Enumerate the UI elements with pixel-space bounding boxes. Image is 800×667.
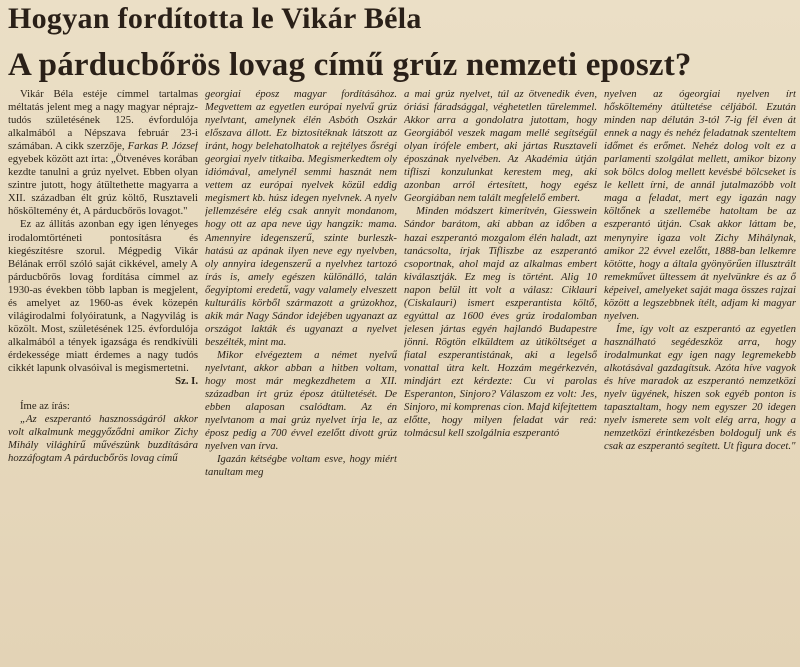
- column-2: [205, 88, 397, 664]
- paragraph: [8, 88, 198, 218]
- column-1: [8, 88, 198, 664]
- headline-line-2: A párducbőrös lovag című grúz nemzeti eposzt?: [8, 47, 692, 83]
- paragraph: Igazán kétségbe voltam esve, hogy miért tanultam meg: [205, 453, 397, 479]
- column-3: [404, 88, 597, 664]
- paragraph: „Az eszperantó hasznosságáról akkor volt alkalmunk meggyőződni amikor Zichy Mihály világhírű művészünk buzdítására hozzáfogtam A párducbőrös lovag című: [8, 413, 198, 465]
- text: Vikár Béla estéje címmel tartalmas méltatás jelent meg a nagy magyar néprajz-tudós születésének 125. évfordulója alkalmából a Népszava február 23-i számában. A cikk szerzője,: [8, 88, 198, 153]
- headline-line-1: Hogyan fordította le Vikár Béla: [8, 2, 422, 35]
- column-4: [604, 88, 796, 664]
- author-name: Farkas P. József: [127, 140, 198, 153]
- paragraph: Íme az írás:: [20, 400, 70, 413]
- paragraph: a mai grúz nyelvet, túl az ötvenedik éven, óriási fáradsággal, véghetetlen türelemmel. Akkor arra a gondolatra jutottam, hogy Georgiából veszek magam mellé segítségül olyan írófele embert, aki jártas Rusztaveli époszának nyelvében. Az Akadémia útján tifliszi konzulunkat kerestem meg, aki azonban arról értesített, hogy egész Georgiában nem talált megfelelő embert.: [404, 88, 597, 205]
- paragraph: Minden módszert kimerítvén, Giesswein Sándor barátom, aki abban az időben a hazai eszperantó mozgalom élén haladt, azt tanácsolta, írjak Tifliszbe az eszperantó csoportnak, ahol majd az alkalmas embert kiválasztják. Ez meg is történt. Alig 10 napon belül itt volt a válasz: Ciklauri (Ciskalauri) ismert eszperantista költő, egyúttal az 1600 éves grúz irodalomban jelesen jártas egyén hajlandó Budapestre jönni. Rögtön elküldtem az útiköltséget a fiatal eszperantistának, aki a legelső vonattal útra kelt. Hozzám megérkezvén, mindjárt ezt kérdezte: Cu vi parolas Esperanton, Sinjoro? Válaszom ez volt: Jes, Sinjoro, mi komprenas cion. Majd kifejtettem előtte, hogy milyen feladat vár reá: tolmácsul kell szolgálnia eszperantó: [404, 205, 597, 440]
- signature: Sz. I.: [175, 375, 198, 388]
- text: egyebek között azt írta: „Ötvenéves korában kezdte tanulni a grúz nyelvet. Ebben olyan szintre jutott, hogy átültethette magyarra a XII. században élt grúz költő, Rusztaveli hősköltemény ét, A párducbőrös lovagot.": [8, 153, 198, 218]
- paragraph: Mikor elvégeztem a német nyelvű nyelvtant, akkor abban a hitben voltam, hogy most már megkezdhetem a XII. században írt grúz éposz átültetését. De ebben alaposan csalódtam. Az én nyelvtanom a mai grúz nyelvet írja le, az éposz pedig a 700 évvel ezelőtt dívott grúz nyelven van írva.: [205, 348, 397, 453]
- article-columns: [8, 88, 798, 664]
- paragraph: Ez az állítás azonban egy igen lényeges irodalomtörténeti pontosításra és kiegészítésre szorul. Mégpedig Vikár Bélának erről szóló saját cikkével, amely A párducbőrös lovag fordítása címmel az 1930-as években több lapban is megjelent, és amelyet az 1960-as évek közepén világirodalmi folyóiratunk, a Nagyvilág is közölt. Most, születésének 125. évfordulója alkalmából a tények igazsága és rendkívüli érdekessége miatt érdemes a nagy tudós cikkét lapunk olvasóival is megismertetni.: [8, 218, 198, 374]
- paragraph: nyelven az ógeorgiai nyelven írt hősköltemény átültetése céljából. Ezután minden nap délután 3-tól 7-ig fél éven át ennek a nagy és nehéz feladatnak szenteltem időmet és erőmet. Nehéz dolog volt ez a parlamenti szolgálat mellett, amikor bizony sok bölcs dolog mellett kevésbé bölcseket is le kellett írni, de annál jutalmazóbb volt maga a feladat, mert egy igazán nagy költőnek a szellemébe hatoltam be az eszperantó útján. Csak akkor láttam be, menynyire igaza volt Zichy Mihálynak, amikor 22 évvel ezelőtt, 1888-ban lelkemre kötötte, hogy a általa gyönyörűen illusztrált remekművet ültessem át nyelvünkre és az ő képeivel, amelyeket saját maga összes rajzai között a legszebbnek ítélt, adjam ki magyar nyelven.: [604, 88, 796, 322]
- paragraph: Íme, így volt az eszperantó az egyetlen használható segédeszköz arra, hogy irodalmunkat egy igen nagy legremekebb alkotásával gazdagítsuk. Azóta híve vagyok és híve maradok az eszperantó nemzetközi nyelv ügyének, hiszen sok egyéb ponton is tapasztaltam, hogy nem egyszer 20 idegen nyelv ismerete sem volt elég arra, hogy a nemzetközi érintkezésben boldogulj unk és csak az eszperantó segített. Ut figura docet.": [604, 322, 796, 453]
- paragraph: georgiai éposz magyar fordításához. Megvettem az egyetlen európai nyelvű grúz nyelvtant, amelynek élén Asbóth Oszkár előszava állott. Ez biztosítéknak látszott az iránt, hogy belehatolhatok a rejtélyes ősrégi georgiai nyelv titkaiba. Megismerkedtem oly idiómával, amelynél semmi hasznát nem vettem az európai nyelvek közül eddig megismert kb. húsz idegen nyelvnek. A nyelv jellemzésére elég csak annyit mondanom, hogy ott az apa neve úgy hangzik: mama. Amennyire idegenszerű, szinte burleszk-hatású az apának ilyen neve egy nyelvben, oly annyira idegenszerű a nyelvhez tartozó írás is, amely egészen különálló, talán őegyiptomi eredetű, vagy valamely elveszett kulturális körből származott a grúzokhoz, akik már Nagy Sándor idejében ugyanazt az országot lakták és ugyanazt a nyelvet beszélték, mint ma.: [205, 88, 397, 348]
